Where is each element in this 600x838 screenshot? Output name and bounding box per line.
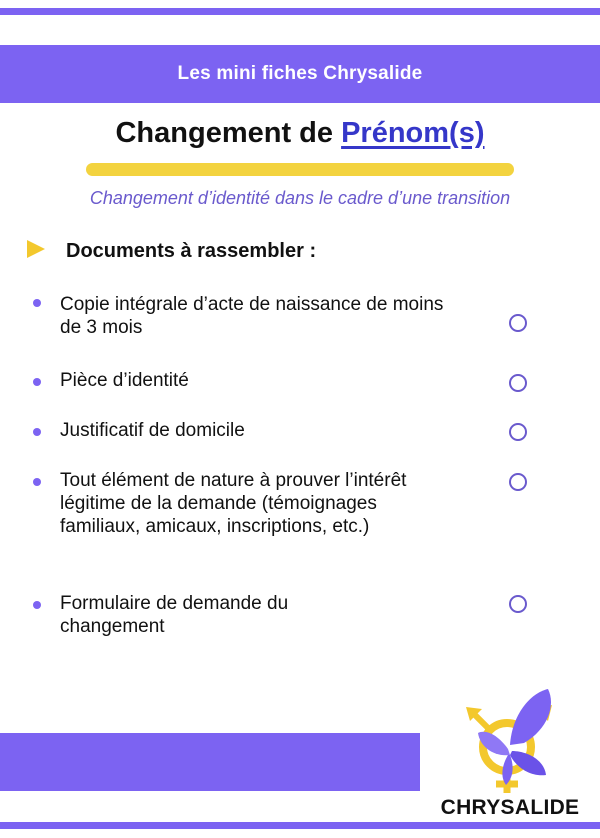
document-label: Justificatif de domicile [60,420,245,441]
title-highlight: Prénom(s) [341,117,485,149]
bullet-icon [33,601,41,609]
document-label: Copie intégrale d’acte de naissance de moins de 3 mois [60,294,444,338]
bottom-divider-line [0,822,600,829]
document-checkbox[interactable] [509,314,527,332]
header-banner [0,45,600,103]
bullet-icon [33,299,41,307]
footer-bar [0,733,420,791]
butterfly-gender-symbol-icon [452,685,582,795]
section-arrow-icon [27,240,45,258]
document-label: Tout élément de nature à prouver l’intérêt légitime de la demande (témoignages familiaux, amicaux, inscriptions, etc.) [60,470,407,537]
title-underline-bar [86,163,514,176]
top-divider-line [0,8,600,15]
banner-label: Les mini fiches Chrysalide [177,63,423,84]
page-title [0,117,600,150]
document-label: Pièce d’identité [60,370,189,391]
bullet-icon [33,428,41,436]
title-prefix: Changement de [115,117,342,149]
bullet-icon [33,478,41,486]
page-subtitle: Changement d’identité dans le cadre d’une transition [89,188,511,208]
document-label: Formulaire de demande du changement [60,593,289,637]
document-checkbox[interactable] [509,423,527,441]
document-checkbox[interactable] [509,374,527,392]
document-checkbox[interactable] [509,473,527,491]
document-checkbox[interactable] [509,595,527,613]
section-heading: Documents à rassembler : [66,240,317,262]
brand-logo-text: CHRYSALIDE [440,796,580,819]
bullet-icon [33,378,41,386]
